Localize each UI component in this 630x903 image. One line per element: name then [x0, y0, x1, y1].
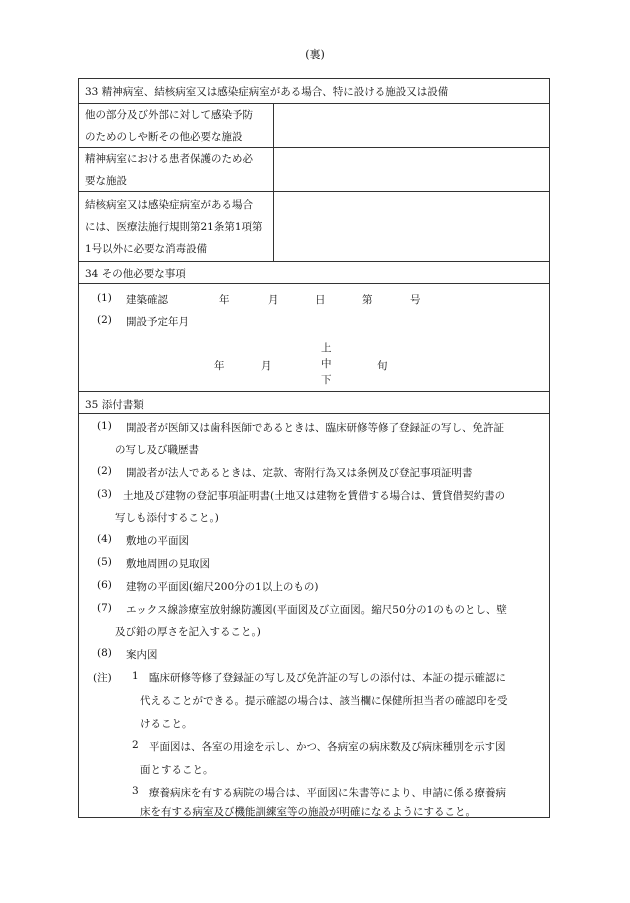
- form-frame: [78, 78, 550, 818]
- section-34-title: 34 その他必要な事項: [85, 268, 186, 280]
- confirmation-go-unit: 号: [410, 294, 421, 306]
- note-number: 2: [132, 739, 139, 751]
- attachment-text: エックス線診療室放射線防護図(平面図及び立面図。縮尺50分の1のものとし、壁: [126, 604, 507, 616]
- attachment-number: (8): [97, 647, 112, 659]
- psychiatric-protection-value[interactable]: [279, 152, 545, 187]
- confirmation-dai-unit: 第: [362, 294, 373, 306]
- confirmation-year-unit: 年: [219, 294, 230, 306]
- section-33-row-psychiatric-protection: [79, 147, 549, 191]
- attachment-number: (7): [97, 602, 112, 614]
- attachment-number: (2): [97, 465, 112, 477]
- opening-date-label: 開設予定年月: [126, 316, 189, 328]
- row-label-line: 精神病室における患者保護のため必: [85, 153, 253, 165]
- note-text: 代えることができる。提示確認の場合は、該当欄に保健所担当者の確認印を受: [140, 695, 508, 707]
- period-jun-unit: 旬: [377, 360, 388, 372]
- period-upper: 上: [321, 342, 332, 354]
- confirmation-month-unit: 月: [268, 294, 279, 306]
- row-label-line: 他の部分及び外部に対して感染予防: [85, 109, 253, 121]
- attachment-text: 敷地周囲の見取図: [126, 558, 210, 570]
- row-label-cell: [79, 192, 274, 261]
- row-label-line: 要な施設: [85, 175, 127, 187]
- row-label-line: 1号以外に必要な消毒設備: [85, 243, 208, 255]
- attachment-number: (5): [97, 556, 112, 568]
- section-35-title: 35 添付書類: [85, 399, 144, 411]
- section-33-row-disinfection: [79, 191, 549, 261]
- section-33-title: 33 精神病室、結核病室又は感染症病室がある場合、特に設ける施設又は設備: [85, 86, 449, 98]
- note-number: 3: [132, 785, 139, 797]
- period-middle: 中: [321, 358, 332, 370]
- attachment-text: 建物の平面図(縮尺200分の1以上のもの): [126, 581, 319, 593]
- notes-label: (注): [93, 672, 112, 684]
- attachment-text: 土地及び建物の登記事項証明書(土地又は建物を賃借する場合は、賃貸借契約書の: [123, 490, 506, 502]
- disinfection-value[interactable]: [279, 196, 545, 257]
- period-lower: 下: [321, 374, 332, 386]
- opening-month-unit: 月: [261, 360, 272, 372]
- section-34-header: [79, 261, 549, 283]
- page-side-label: (裏): [305, 48, 325, 61]
- attachment-text: 開設者が法人であるときは、定款、寄附行為又は条例及び登記事項証明書: [126, 467, 473, 479]
- infection-barrier-value[interactable]: [279, 108, 545, 143]
- row-label-line: のためのしや断その他必要な施設: [85, 131, 243, 143]
- note-text: 療養病床を有する病院の場合は、平面図に朱書等により、申請に係る療養病: [149, 787, 506, 799]
- attachment-number: (3): [97, 488, 112, 500]
- row-label-cell: [79, 148, 274, 191]
- attachment-number: (6): [97, 579, 112, 591]
- row-label-line: 結核病室又は感染症病室がある場合: [85, 199, 253, 211]
- note-number: 1: [132, 670, 139, 682]
- note-text: 床を有する病室及び機能訓練室等の施設が明確になるようにすること。: [140, 806, 476, 818]
- attachment-text: 案内図: [126, 649, 158, 661]
- note-text: 平面図は、各室の用途を示し、かつ、各病室の病床数及び病床種別を示す図: [149, 741, 506, 753]
- section-33-header: [79, 79, 549, 103]
- row-label-cell: [79, 104, 274, 147]
- note-text: 臨床研修等修了登録証の写し及び免許証の写しの添付は、本証の提示確認に: [149, 672, 506, 684]
- section-35-body: [79, 413, 549, 817]
- building-confirmation-label: 建築確認: [126, 294, 168, 306]
- section-34-body: [79, 283, 549, 391]
- attachment-text: 敷地の平面図: [126, 535, 189, 547]
- item-number: (2): [97, 314, 112, 326]
- section-33-row-infection-barrier: [79, 103, 549, 147]
- attachment-text: 写しも添付すること。): [115, 512, 219, 524]
- attachment-text: の写し及び職歴書: [115, 444, 199, 456]
- section-35-header: [79, 391, 549, 413]
- attachment-number: (1): [97, 420, 112, 432]
- attachment-text: 開設者が医師又は歯科医師であるときは、臨床研修等修了登録証の写し、免許証: [126, 422, 504, 434]
- item-number: (1): [97, 292, 112, 304]
- building-confirmation-line: [97, 292, 112, 304]
- note-text: 面とすること。: [140, 764, 214, 776]
- row-label-line: には、医療法施行規則第21条第1項第: [85, 221, 263, 233]
- attachment-text: 及び鉛の厚さを記入すること。): [115, 626, 261, 638]
- note-text: けること。: [140, 718, 193, 730]
- confirmation-day-unit: 日: [315, 294, 326, 306]
- attachment-number: (4): [97, 533, 112, 545]
- opening-year-unit: 年: [214, 360, 225, 372]
